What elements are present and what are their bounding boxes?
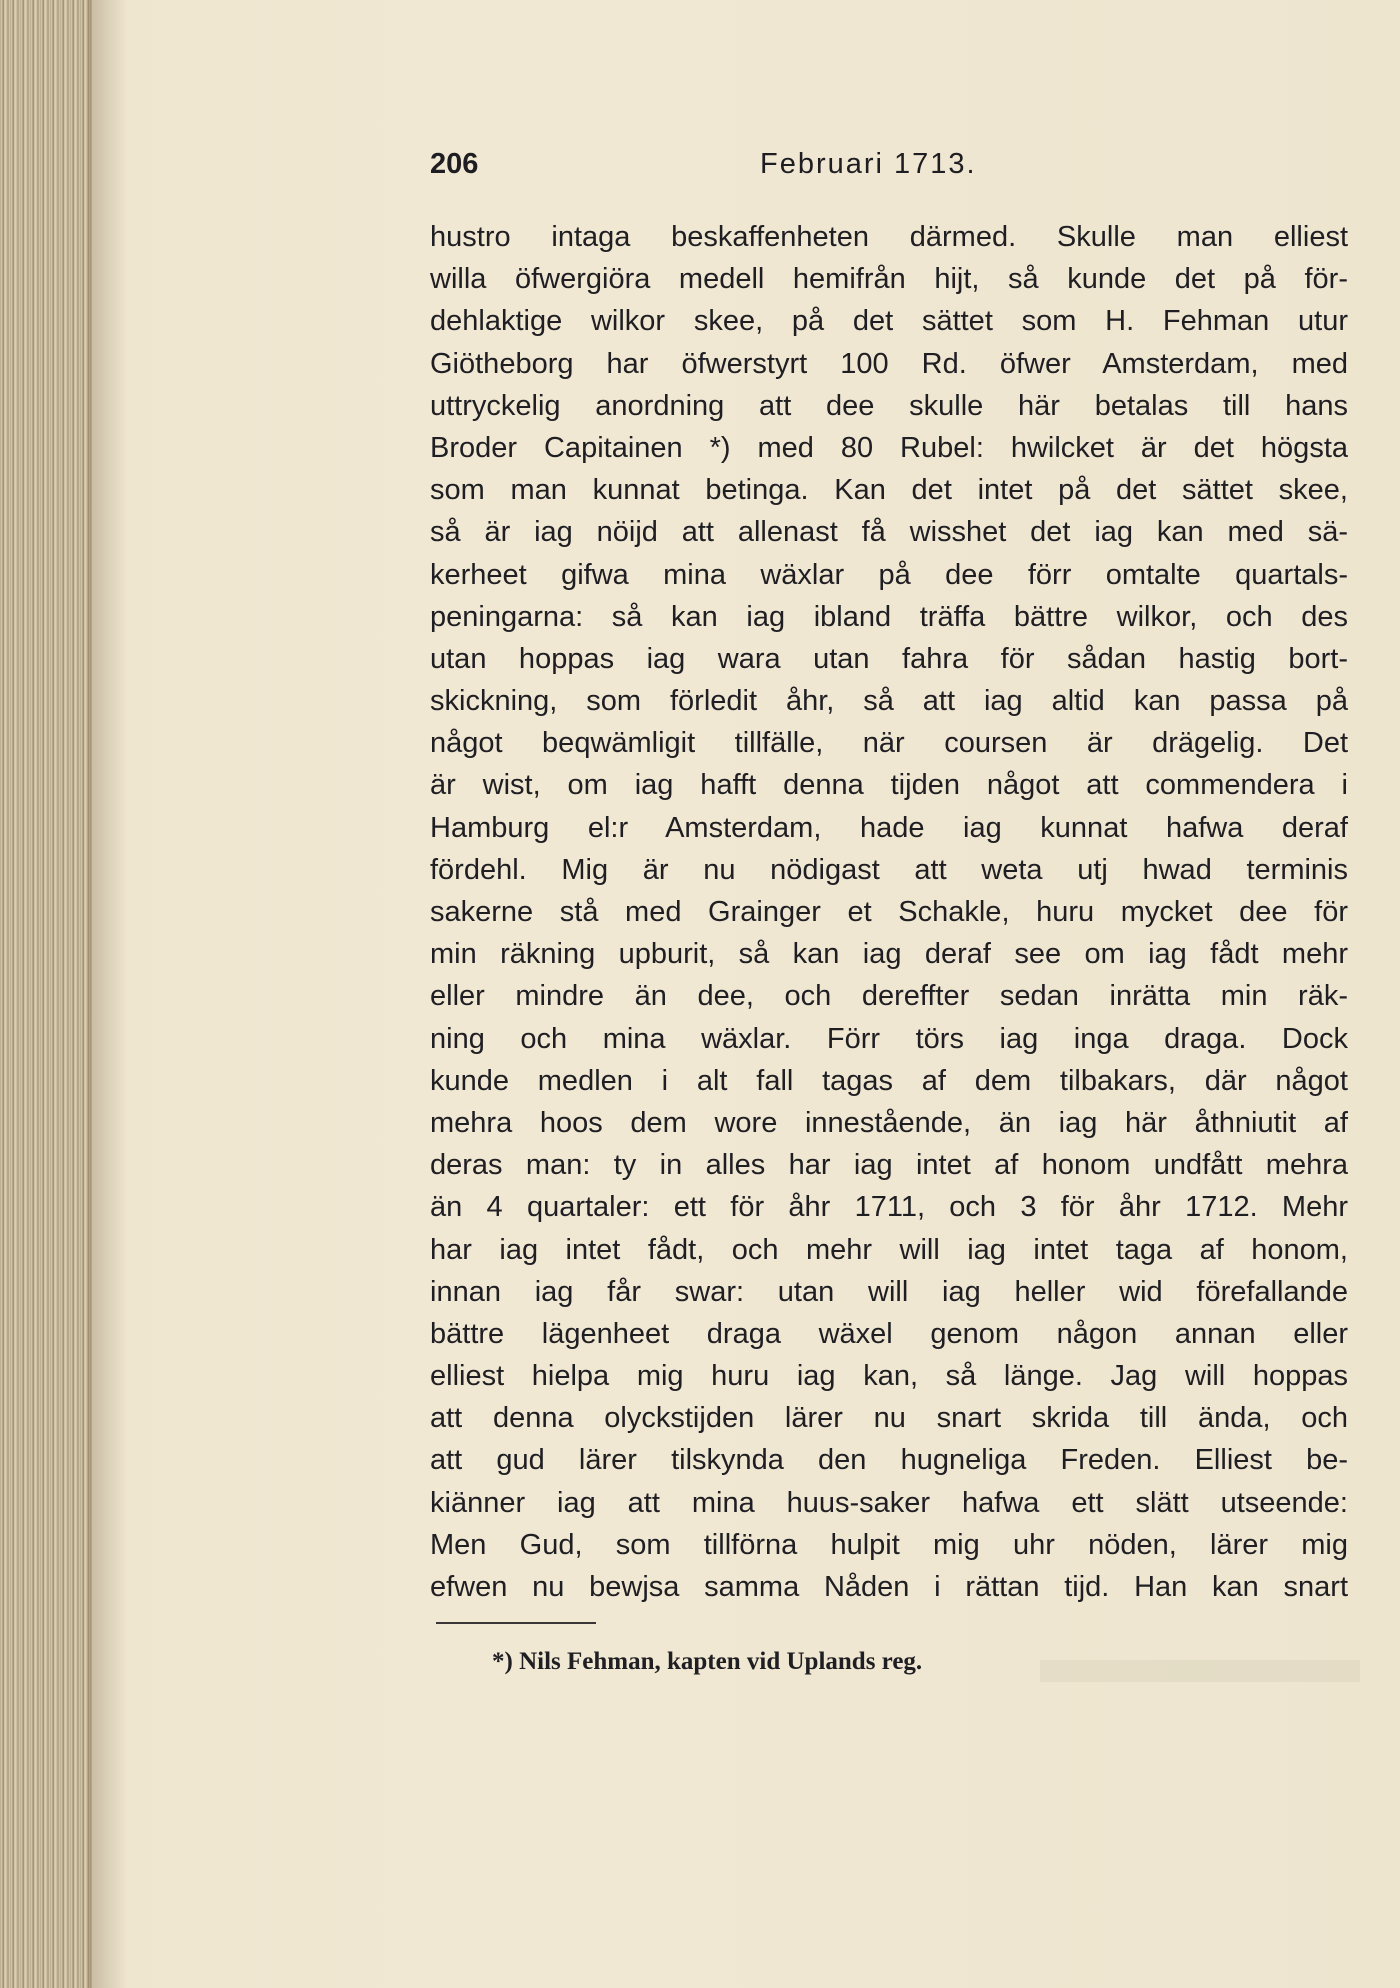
text-line: sakerne stå med Grainger et Schakle, huru mycket dee för [430, 896, 1348, 928]
text-line: något beqwämligit tillfälle, när coursen är drägelig. Det [430, 727, 1348, 760]
text-line: innan iag får swar: utan will iag heller wid förefallande [430, 1275, 1348, 1308]
text-line: har iag intet fådt, och mehr will iag intet taga af honom, [430, 1233, 1348, 1266]
text-line: fördehl. Mig är nu nödigast att weta utj hwad terminis [430, 853, 1348, 886]
text-line: mehra hoos dem wore innestående, än iag här åthniutit af [430, 1106, 1348, 1139]
text-line: eller mindre än dee, och dereffter sedan inrätta min räk- [430, 980, 1348, 1013]
text-line: dehlaktige wilkor skee, på det sättet som H. Fehman utur [430, 305, 1348, 338]
text-line: kunde medlen i alt fall tagas af dem tilbakars, där något [430, 1064, 1348, 1097]
text-line: min räkning upburit, så kan iag deraf see om iag fådt mehr [430, 938, 1348, 971]
body-text [430, 216, 1348, 1608]
text-line: som man kunnat betinga. Kan det intet på det sättet skee, [430, 474, 1348, 507]
text-line: Giötheborg har öfwerstyrt 100 Rd. öfwer Amsterdam, med [430, 347, 1348, 380]
text-line: så är iag nöijd att allenast få wisshet det iag kan med sä- [430, 516, 1348, 549]
footnote-divider [436, 1622, 596, 1624]
text-line: efwen nu bewjsa samma Nåden i rättan tijd. Han kan snart [430, 1571, 1348, 1603]
show-through-shadow [1040, 1660, 1360, 1682]
text-line: ning och mina wäxlar. Förr törs iag inga draga. Dock [430, 1022, 1348, 1055]
page-header [430, 148, 1350, 188]
running-head: Februari 1713. [760, 148, 977, 180]
gutter-shadow [88, 0, 128, 1988]
text-line: kiänner iag att mina huus-saker hafwa ett slätt utseende: [430, 1486, 1348, 1519]
text-line: skickning, som förledit åhr, så att iag altid kan passa på [430, 685, 1348, 718]
text-line: deras man: ty in alles har iag intet af honom undfått mehra [430, 1149, 1348, 1182]
footnote: *) Nils Fehman, kapten vid Uplands reg. [492, 1648, 923, 1675]
text-line: utan hoppas iag wara utan fahra för sådan hastig bort- [430, 642, 1348, 675]
text-line: willa öfwergiöra medell hemifrån hijt, så kunde det på för- [430, 263, 1348, 296]
text-line: kerheet gifwa mina wäxlar på dee förr omtalte quartals- [430, 558, 1348, 591]
page-number: 206 [430, 148, 479, 180]
text-line: hustro intaga beskaffenheten därmed. Skulle man elliest [430, 221, 1348, 253]
page-edges [0, 0, 92, 1988]
text-line: uttryckelig anordning att dee skulle här betalas till hans [430, 389, 1348, 422]
text-line: än 4 quartaler: ett för åhr 1711, och 3 för åhr 1712. Mehr [430, 1191, 1348, 1224]
text-line: Men Gud, som tillförna hulpit mig uhr nöden, lärer mig [430, 1528, 1348, 1561]
text-line: att denna olyckstijden lärer nu snart skrida till ända, och [430, 1402, 1348, 1435]
text-line: Broder Capitainen *) med 80 Rubel: hwilcket är det högsta [430, 431, 1348, 464]
text-line: Hamburg el:r Amsterdam, hade iag kunnat hafwa deraf [430, 811, 1348, 844]
text-line: bättre lägenheet draga wäxel genom någon annan eller [430, 1317, 1348, 1350]
text-line: elliest hielpa mig huru iag kan, så länge. Jag will hoppas [430, 1360, 1348, 1393]
text-line: peningarna: så kan iag ibland träffa bättre wilkor, och des [430, 600, 1348, 633]
text-line: är wist, om iag hafft denna tijden något att commendera i [430, 769, 1348, 802]
text-line: att gud lärer tilskynda den hugneliga Freden. Elliest be- [430, 1444, 1348, 1477]
